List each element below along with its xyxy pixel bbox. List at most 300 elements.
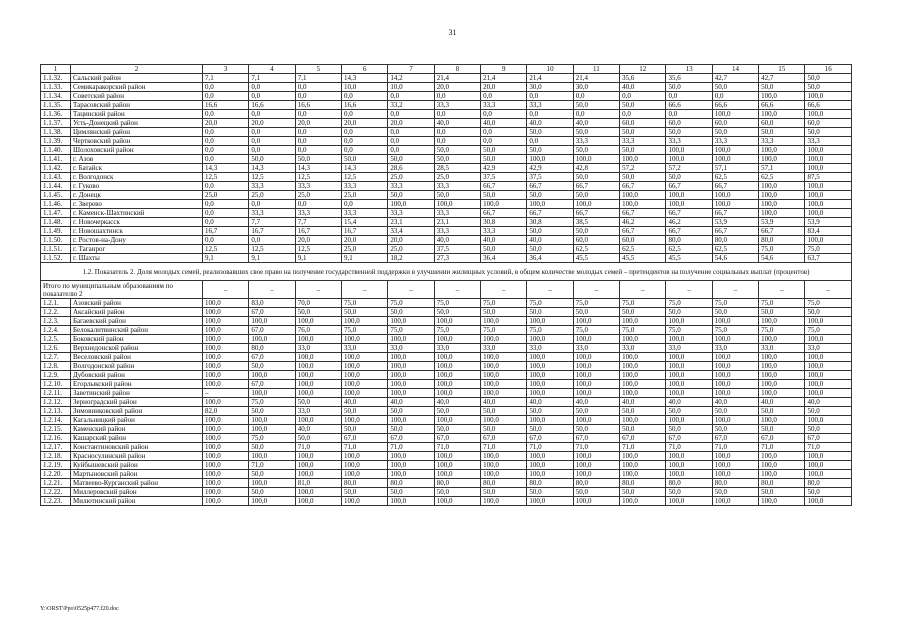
value-cell: 12,5 [249, 245, 295, 254]
value-cell: 100,0 [573, 155, 619, 164]
value-cell: 100,0 [434, 371, 480, 380]
value-cell: 71,0 [666, 443, 712, 452]
value-cell: 100,0 [620, 389, 666, 398]
value-cell: 53,9 [759, 218, 805, 227]
value-cell: 50,0 [573, 173, 619, 182]
value-cell: 0,0 [342, 137, 388, 146]
value-cell: 40,0 [481, 236, 527, 245]
value-cell: 0,0 [295, 110, 341, 119]
value-cell: 33,2 [388, 101, 434, 110]
value-cell: 50,0 [434, 155, 480, 164]
value-cell: 16,6 [342, 101, 388, 110]
value-cell: 100,0 [573, 335, 619, 344]
table-row [41, 488, 852, 497]
value-cell: 20,0 [295, 236, 341, 245]
value-cell: 100,0 [759, 371, 805, 380]
value-cell: 100,0 [203, 416, 249, 425]
value-cell: 75,0 [620, 326, 666, 335]
value-cell: 66,7 [712, 182, 758, 191]
row-number: 1.2.10. [41, 380, 71, 389]
table-row [41, 137, 852, 146]
value-cell: 100,0 [203, 425, 249, 434]
municipality-name: г. Батайск [71, 164, 203, 173]
table-row [41, 416, 852, 425]
municipality-name: Верхнедонской район [71, 344, 203, 353]
value-cell: 20,0 [388, 236, 434, 245]
value-cell: 33,3 [388, 209, 434, 218]
value-cell: 100,0 [805, 200, 852, 209]
value-cell: 40,0 [573, 119, 619, 128]
value-cell: 100,0 [759, 452, 805, 461]
value-cell: 0,0 [203, 218, 249, 227]
value-cell: 50,0 [712, 488, 758, 497]
value-cell: 50,0 [527, 128, 573, 137]
total-value: – [481, 281, 527, 299]
value-cell: 33,3 [527, 101, 573, 110]
value-cell: 75,0 [620, 299, 666, 308]
value-cell: 0,0 [434, 92, 480, 101]
value-cell: 0,0 [712, 92, 758, 101]
table-row [41, 461, 852, 470]
value-cell: 100,0 [759, 92, 805, 101]
value-cell: 100,0 [805, 380, 852, 389]
value-cell: 100,0 [434, 380, 480, 389]
value-cell: 50,0 [712, 407, 758, 416]
value-cell: 75,0 [249, 434, 295, 443]
value-cell: 100,0 [295, 470, 341, 479]
value-cell: 50,0 [573, 101, 619, 110]
value-cell: 50,0 [481, 191, 527, 200]
value-cell: 37,5 [434, 245, 480, 254]
value-cell: 100,0 [388, 317, 434, 326]
value-cell: 50,0 [666, 488, 712, 497]
value-cell: 100,0 [805, 497, 852, 506]
value-cell: 0,0 [527, 92, 573, 101]
value-cell: 100,0 [805, 317, 852, 326]
value-cell: 100,0 [759, 146, 805, 155]
municipality-name: Цимлянский район [71, 128, 203, 137]
column-number-header: 3 [203, 65, 249, 74]
value-cell: 20,0 [342, 236, 388, 245]
value-cell: 75,0 [573, 326, 619, 335]
value-cell: 50,0 [388, 155, 434, 164]
row-number: 1.1.44. [41, 182, 71, 191]
value-cell: 0,0 [434, 128, 480, 137]
value-cell: 71,0 [527, 443, 573, 452]
row-number: 1.1.42. [41, 164, 71, 173]
value-cell: 0,0 [203, 155, 249, 164]
value-cell: 100,0 [666, 155, 712, 164]
value-cell: 62,5 [759, 173, 805, 182]
value-cell: 100,0 [620, 416, 666, 425]
value-cell: 71,0 [249, 461, 295, 470]
row-number: 1.1.40. [41, 146, 71, 155]
value-cell: 75,0 [805, 326, 852, 335]
value-cell: 60,0 [805, 119, 852, 128]
value-cell: 33,3 [295, 209, 341, 218]
value-cell: 100,0 [620, 353, 666, 362]
table-row [41, 254, 852, 263]
value-cell: 100,0 [805, 164, 852, 173]
municipality-name: Тацинский район [71, 110, 203, 119]
value-cell: 66,7 [620, 209, 666, 218]
value-cell: 50,0 [434, 488, 480, 497]
value-cell: 33,3 [573, 137, 619, 146]
value-cell: 100,0 [712, 389, 758, 398]
value-cell: 100,0 [573, 470, 619, 479]
row-number: 1.1.32. [41, 74, 71, 83]
value-cell: 0,0 [203, 200, 249, 209]
value-cell: 100,0 [712, 470, 758, 479]
value-cell: 35,6 [666, 74, 712, 83]
value-cell: 33,3 [249, 182, 295, 191]
table-row [41, 119, 852, 128]
value-cell: 100,0 [759, 182, 805, 191]
value-cell: 36,4 [481, 254, 527, 263]
value-cell: 60,0 [712, 119, 758, 128]
value-cell: 50,0 [481, 488, 527, 497]
value-cell: 66,6 [712, 101, 758, 110]
value-cell: 100,0 [203, 308, 249, 317]
value-cell: 71,0 [573, 443, 619, 452]
row-number: 1.2.11. [41, 389, 71, 398]
row-number: 1.1.34. [41, 92, 71, 101]
value-cell: 100,0 [481, 353, 527, 362]
value-cell: 100,0 [388, 389, 434, 398]
value-cell: 100,0 [712, 461, 758, 470]
value-cell: 60,0 [573, 236, 619, 245]
value-cell: 100,0 [388, 452, 434, 461]
table-row [41, 173, 852, 182]
value-cell: 100,0 [805, 362, 852, 371]
value-cell: 50,0 [805, 425, 852, 434]
municipality-name: Зерноградский район [71, 398, 203, 407]
row-number: 1.1.43. [41, 173, 71, 182]
row-number: 1.2.2. [41, 308, 71, 317]
municipality-name: Каменский район [71, 425, 203, 434]
value-cell: 50,0 [249, 407, 295, 416]
value-cell: 33,0 [759, 344, 805, 353]
value-cell: 100,0 [342, 353, 388, 362]
value-cell: 0,0 [249, 137, 295, 146]
value-cell: 100,0 [666, 461, 712, 470]
value-cell: 57,2 [666, 164, 712, 173]
value-cell: 33,3 [388, 182, 434, 191]
value-cell: 66,6 [759, 101, 805, 110]
municipality-name: Кашарский район [71, 434, 203, 443]
value-cell: 100,0 [203, 452, 249, 461]
value-cell: 80,0 [434, 479, 480, 488]
value-cell: 50,0 [805, 128, 852, 137]
row-number: 1.1.52. [41, 254, 71, 263]
value-cell: 75,0 [573, 299, 619, 308]
value-cell: 66,7 [527, 209, 573, 218]
column-number-header: 9 [481, 65, 527, 74]
value-cell: 25,0 [203, 191, 249, 200]
value-cell: 100,0 [342, 470, 388, 479]
row-number: 1.2.6. [41, 344, 71, 353]
value-cell: 7,7 [295, 218, 341, 227]
value-cell: 0,0 [666, 110, 712, 119]
value-cell: 50,0 [759, 83, 805, 92]
value-cell: 100,0 [481, 317, 527, 326]
value-cell: 33,0 [342, 344, 388, 353]
value-cell: 100,0 [573, 371, 619, 380]
row-number: 1.1.46. [41, 200, 71, 209]
value-cell: 100,0 [805, 416, 852, 425]
value-cell: 0,0 [249, 146, 295, 155]
column-number-header: 10 [527, 65, 573, 74]
value-cell: 100,0 [249, 425, 295, 434]
value-cell: 100,0 [759, 470, 805, 479]
value-cell: 50,0 [712, 425, 758, 434]
value-cell: 80,0 [342, 479, 388, 488]
value-cell: 50,0 [573, 191, 619, 200]
column-number-header: 13 [666, 65, 712, 74]
value-cell: 62,5 [573, 245, 619, 254]
value-cell: 100,0 [203, 344, 249, 353]
value-cell: 50,0 [573, 488, 619, 497]
value-cell: 66,7 [527, 182, 573, 191]
total-value: – [249, 281, 295, 299]
value-cell: 100,0 [203, 371, 249, 380]
value-cell: 100,0 [203, 362, 249, 371]
value-cell: 50,0 [620, 425, 666, 434]
value-cell: 50,0 [759, 128, 805, 137]
value-cell: 100,0 [527, 389, 573, 398]
value-cell: 50,0 [805, 488, 852, 497]
value-cell: 40,0 [527, 119, 573, 128]
value-cell: 100,0 [712, 416, 758, 425]
value-cell: 20,0 [434, 83, 480, 92]
value-cell: 0,0 [203, 92, 249, 101]
value-cell: 33,3 [434, 209, 480, 218]
row-number: 1.2.18. [41, 452, 71, 461]
value-cell: 100,0 [759, 461, 805, 470]
value-cell: 100,0 [666, 335, 712, 344]
value-cell: 50,0 [434, 308, 480, 317]
value-cell: 100,0 [805, 389, 852, 398]
value-cell: 7,1 [203, 74, 249, 83]
value-cell: 25,0 [295, 191, 341, 200]
value-cell: 33,3 [434, 227, 480, 236]
table-row [41, 317, 852, 326]
value-cell: 42,7 [759, 74, 805, 83]
value-cell: 66,6 [805, 101, 852, 110]
value-cell: 100,0 [805, 110, 852, 119]
value-cell: 100,0 [249, 389, 295, 398]
value-cell: 100,0 [573, 461, 619, 470]
table-row [41, 110, 852, 119]
value-cell: 0,0 [388, 137, 434, 146]
value-cell: 71,0 [342, 443, 388, 452]
value-cell: 9,1 [249, 254, 295, 263]
value-cell: 25,0 [388, 173, 434, 182]
value-cell: 20,0 [342, 119, 388, 128]
table-row [41, 236, 852, 245]
value-cell: 100,0 [388, 371, 434, 380]
value-cell: 50,0 [342, 488, 388, 497]
row-number: 1.2.16. [41, 434, 71, 443]
value-cell: 0,0 [295, 83, 341, 92]
value-cell: 0,0 [666, 92, 712, 101]
value-cell: 100,0 [712, 353, 758, 362]
row-number: 1.1.33. [41, 83, 71, 92]
value-cell: 10,0 [342, 83, 388, 92]
value-cell: 46,2 [620, 218, 666, 227]
value-cell: 20,0 [388, 119, 434, 128]
value-cell: 0,0 [203, 236, 249, 245]
value-cell: 33,3 [620, 137, 666, 146]
value-cell: 67,0 [620, 434, 666, 443]
value-cell: 0,0 [203, 83, 249, 92]
value-cell: 100,0 [527, 416, 573, 425]
value-cell: 50,0 [388, 488, 434, 497]
value-cell: 50,0 [573, 128, 619, 137]
value-cell: 100,0 [805, 461, 852, 470]
value-cell: 100,0 [342, 461, 388, 470]
value-cell: 66,7 [712, 227, 758, 236]
value-cell: 0,0 [388, 92, 434, 101]
value-cell: 25,0 [342, 245, 388, 254]
value-cell: 75,0 [388, 326, 434, 335]
value-cell: 30,0 [573, 83, 619, 92]
value-cell: 71,0 [481, 443, 527, 452]
value-cell: 100,0 [481, 389, 527, 398]
value-cell: 50,0 [573, 407, 619, 416]
municipality-name: Егорлыкский район [71, 380, 203, 389]
value-cell: 100,0 [712, 380, 758, 389]
row-number: 1.1.45. [41, 191, 71, 200]
value-cell: 100,0 [712, 362, 758, 371]
value-cell: 100,0 [759, 380, 805, 389]
value-cell: 50,0 [388, 425, 434, 434]
column-number-header: 11 [573, 65, 619, 74]
value-cell: 100,0 [620, 200, 666, 209]
value-cell: 100,0 [712, 200, 758, 209]
value-cell: 60,0 [759, 119, 805, 128]
value-cell: 0,0 [388, 128, 434, 137]
value-cell: 50,0 [434, 425, 480, 434]
value-cell: 0,0 [481, 137, 527, 146]
value-cell: 100,0 [527, 371, 573, 380]
value-cell: 0,0 [573, 110, 619, 119]
value-cell: 0,0 [203, 182, 249, 191]
table-row [41, 92, 852, 101]
value-cell: 100,0 [249, 497, 295, 506]
value-cell: 100,0 [805, 452, 852, 461]
value-cell: 30,8 [527, 218, 573, 227]
value-cell: 50,0 [388, 191, 434, 200]
table-row [41, 353, 852, 362]
value-cell: 50,0 [805, 407, 852, 416]
value-cell: 50,0 [481, 308, 527, 317]
value-cell: 33,3 [481, 101, 527, 110]
table-row [41, 209, 852, 218]
value-cell: 100,0 [620, 335, 666, 344]
value-cell: 33,0 [712, 344, 758, 353]
value-cell: 100,0 [712, 317, 758, 326]
value-cell: 50,0 [527, 146, 573, 155]
value-cell: 62,5 [712, 173, 758, 182]
value-cell: 100,0 [434, 452, 480, 461]
column-number-header: 12 [620, 65, 666, 74]
table-row [41, 470, 852, 479]
value-cell: 0,0 [249, 200, 295, 209]
table-row [41, 443, 852, 452]
value-cell: 100,0 [666, 389, 712, 398]
value-cell: 38,5 [573, 218, 619, 227]
value-cell: 67,0 [249, 353, 295, 362]
value-cell: 71,0 [805, 443, 852, 452]
value-cell: 71,0 [295, 443, 341, 452]
row-number: 1.1.36. [41, 110, 71, 119]
value-cell: 100,0 [759, 362, 805, 371]
value-cell: 80,0 [620, 479, 666, 488]
value-cell: 0,0 [249, 110, 295, 119]
municipality-name: Сальский район [71, 74, 203, 83]
value-cell: 100,0 [434, 335, 480, 344]
value-cell: 33,0 [434, 344, 480, 353]
value-cell: 50,0 [342, 407, 388, 416]
value-cell: 45,5 [573, 254, 619, 263]
value-cell: 100,0 [805, 92, 852, 101]
value-cell: 67,0 [342, 434, 388, 443]
value-cell: 80,0 [573, 479, 619, 488]
value-cell: 67,0 [712, 434, 758, 443]
value-cell: 27,3 [434, 254, 480, 263]
value-cell: 76,0 [295, 326, 341, 335]
value-cell: 50,0 [805, 308, 852, 317]
value-cell: 70,0 [295, 299, 341, 308]
municipality-name: Багаевский район [71, 317, 203, 326]
value-cell: 80,0 [759, 479, 805, 488]
table-row [41, 380, 852, 389]
municipality-name: Шолоховский район [71, 146, 203, 155]
value-cell: 30,8 [481, 218, 527, 227]
value-cell: 100,0 [527, 335, 573, 344]
value-cell: 100,0 [527, 362, 573, 371]
value-cell: 100,0 [203, 380, 249, 389]
value-cell: 0,0 [481, 92, 527, 101]
table-row [41, 434, 852, 443]
value-cell: 100,0 [295, 362, 341, 371]
value-cell: 25,0 [342, 191, 388, 200]
row-number: 1.1.49. [41, 227, 71, 236]
file-path-footer: Y:\ORST\Ppo\0525p477.f20.doc [40, 606, 119, 612]
value-cell: 100,0 [759, 335, 805, 344]
table-row [41, 101, 852, 110]
value-cell: 50,0 [388, 308, 434, 317]
value-cell: 100,0 [666, 416, 712, 425]
total-label: Итого по муниципальным образованиям по показателю 2 [41, 281, 203, 299]
value-cell: 100,0 [573, 317, 619, 326]
value-cell: 100,0 [805, 470, 852, 479]
value-cell: 100,0 [527, 380, 573, 389]
value-cell: 100,0 [481, 200, 527, 209]
table-row [41, 74, 852, 83]
value-cell: 100,0 [481, 497, 527, 506]
row-number: 1.1.48. [41, 218, 71, 227]
value-cell: 7,1 [295, 74, 341, 83]
total-value: – [805, 281, 852, 299]
value-cell: 46,2 [666, 218, 712, 227]
value-cell: 33,0 [573, 344, 619, 353]
value-cell: 33,0 [666, 344, 712, 353]
total-value: – [527, 281, 573, 299]
value-cell: 100,0 [295, 452, 341, 461]
value-cell: 100,0 [759, 191, 805, 200]
